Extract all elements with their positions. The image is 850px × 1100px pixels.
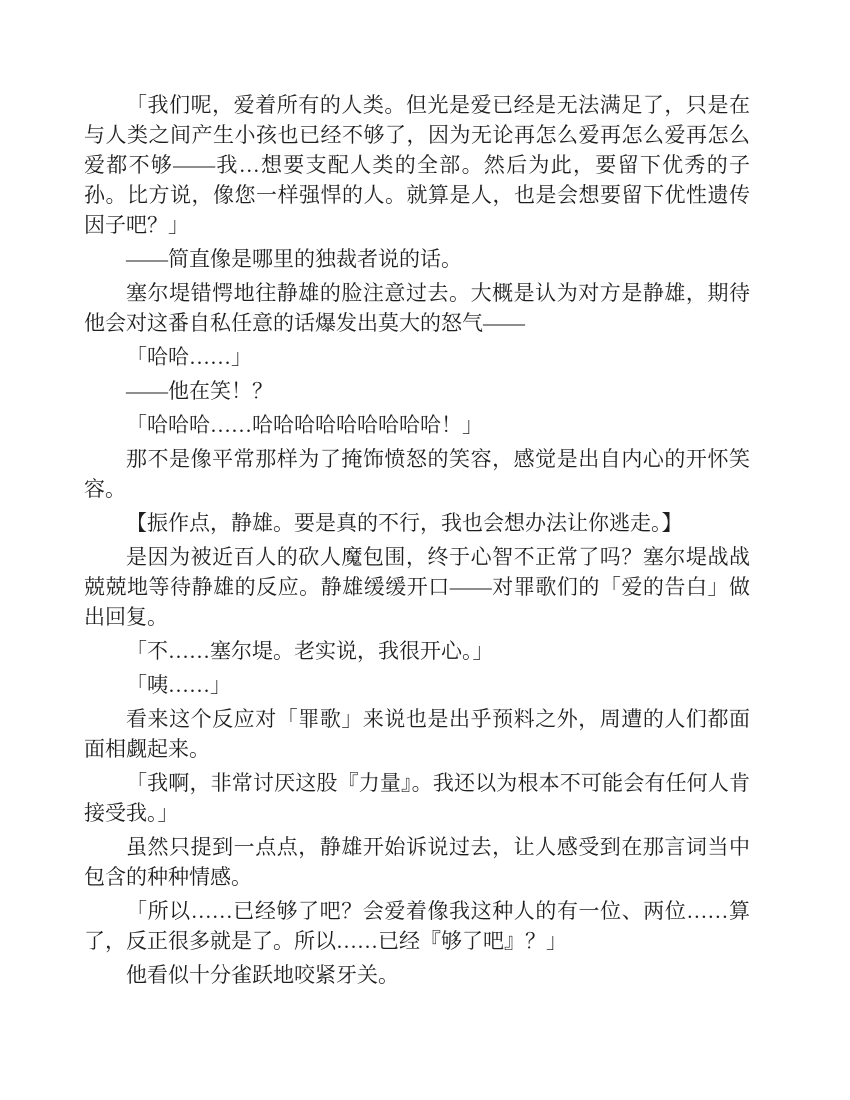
paragraph: 「我们呢，爱着所有的人类。但光是爱已经是无法满足了，只是在与人类之间产生小孩也已经不够了，因为无论再怎么爱再怎么爱再怎么爱都不够——我…想要支配人类的全部。然后为此，要留下优秀的子孙。比方说，像您一样强悍的人。就算是人，也是会想要留下优性遗传因子吧？」 [84,93,750,237]
paragraph: 「不……塞尔堤。老实说，我很开心。」 [126,639,494,663]
paragraph: 「哈哈……」 [126,345,252,369]
paragraph: 「咦……」 [126,673,231,697]
paragraph: ——他在笑！？ [126,379,273,403]
paragraph: 看来这个反应对「罪歌」来说也是出乎预料之外，周遭的人们都面面相觑起来。 [84,707,750,761]
paragraph: 他看似十分雀跃地咬紧牙关。 [126,963,399,987]
paragraph: 「所以……已经够了吧？会爱着像我这种人的有一位、两位……算了，反正很多就是了。所以……已经『够了吧』？」 [84,899,750,953]
paragraph: 是因为被近百人的砍人魔包围，终于心智不正常了吗？塞尔堤战战兢兢地等待静雄的反应。静雄缓缓开口——对罪歌们的「爱的告白」做出回复。 [84,545,750,629]
paragraph: 塞尔堤错愕地往静雄的脸注意过去。大概是认为对方是静雄，期待他会对这番自私任意的话爆发出莫大的怒气—— [84,281,750,335]
paragraph: 【振作点，静雄。要是真的不行，我也会想办法让你逃走。】 [126,511,683,535]
paragraph: 「我啊，非常讨厌这股『力量』。我还以为根本不可能会有任何人肯接受我。」 [84,771,750,825]
text-block [84,90,750,994]
paragraph: ——简直像是哪里的独裁者说的话。 [126,247,462,271]
paragraph: 「哈哈哈……哈哈哈哈哈哈哈哈哈！」 [126,413,483,437]
paragraph: 虽然只提到一点点，静雄开始诉说过去，让人感受到在那言词当中包含的种种情感。 [84,835,750,889]
paragraph: 那不是像平常那样为了掩饰愤怒的笑容，感觉是出自内心的开怀笑容。 [84,447,750,501]
